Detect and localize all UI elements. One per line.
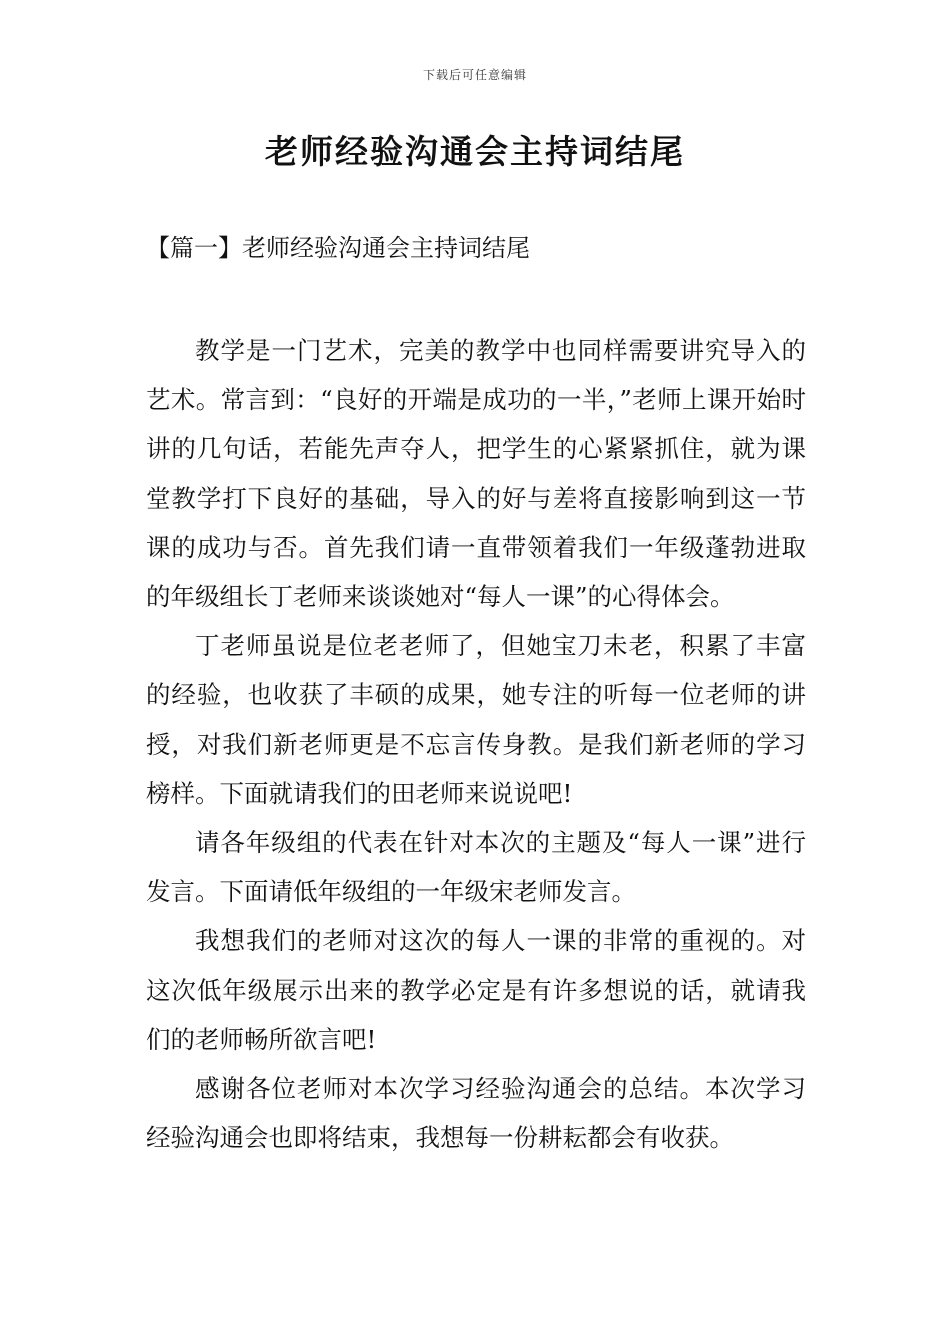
header-note: 下载后可任意编辑 xyxy=(422,68,527,82)
document-body xyxy=(146,326,806,1162)
section-heading: 【篇一】老师经验沟通会主持词结尾 xyxy=(146,234,530,262)
paragraph: 教学是一门艺术，完美的教学中也同样需要讲究导入的艺术。常言到：“良好的开端是成功的一半，”老师上课开始时讲的几句话，若能先声夺人，把学生的心紧紧抓住，就为课堂教学打下良好的基础，导入的好与差将直接影响到这一节课的成功与否。首先我们请一直带领着我们一年级蓬勃进取的年级组长丁老师来谈谈她对“每人一课”的心得体会。 xyxy=(146,336,806,612)
paragraph: 感谢各位老师对本次学习经验沟通会的总结。本次学习经验沟通会也即将结束，我想每一份耕耘都会有收获。 xyxy=(146,1074,806,1153)
paragraph: 丁老师虽说是位老老师了，但她宝刀未老，积累了丰富的经验，也收获了丰硕的成果，她专注的听每一位老师的讲授，对我们新老师更是不忘言传身教。是我们新老师的学习榜样。下面就请我们的田老师来说说吧! xyxy=(146,631,806,808)
paragraph: 我想我们的老师对这次的每人一课的非常的重视的。对这次低年级展示出来的教学必定是有许多想说的话，就请我们的老师畅所欲言吧! xyxy=(146,926,806,1054)
paragraph: 请各年级组的代表在针对本次的主题及“每人一课”进行发言。下面请低年级组的一年级宋老师发言。 xyxy=(146,828,806,907)
document-title: 老师经验沟通会主持词结尾 xyxy=(265,132,685,171)
